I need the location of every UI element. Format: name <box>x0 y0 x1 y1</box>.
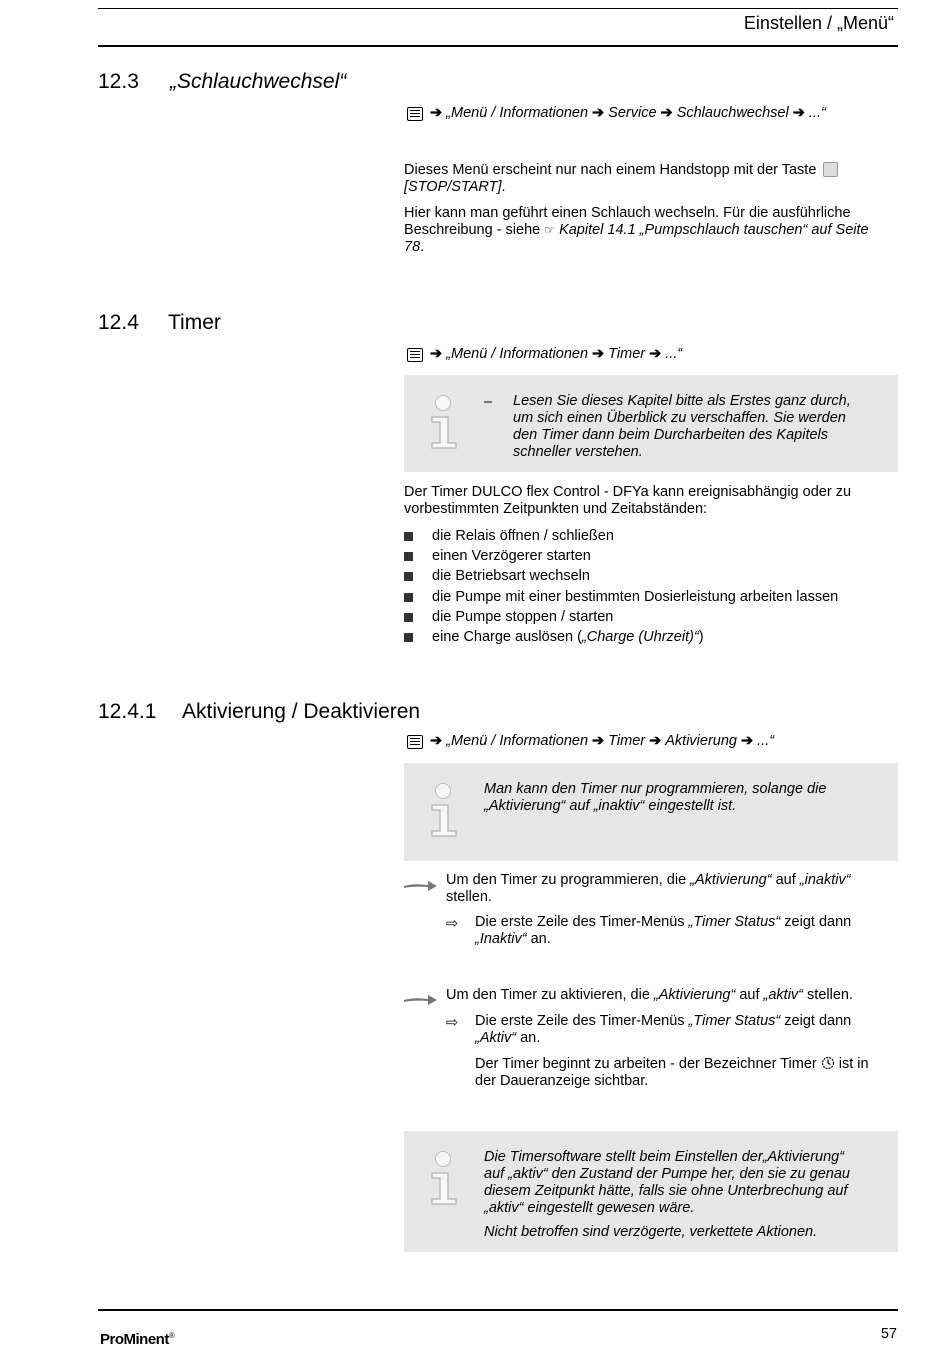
arrow-right-icon: ➔ <box>430 733 443 749</box>
path-segment: „Menü / Informationen <box>446 346 589 362</box>
header-top-rule <box>98 8 898 9</box>
result-deactivate <box>475 914 880 948</box>
section-12-4-1-number: 12.4.1 <box>98 700 157 723</box>
info-note-programming <box>404 763 898 861</box>
text: stellen. <box>446 889 492 905</box>
menu-icon <box>407 735 423 749</box>
list-item <box>404 567 884 587</box>
note-text: Die Timersoftware stellt beim Einstellen der„Aktivierung“ auf „aktiv“ den Zustand der Pumpe her, den sie zu genau diesem Zeitpunkt hätte, falls sie ohne Unterbrechung auf „aktiv“ eingestellt gewesen wäre. <box>484 1149 850 1216</box>
text: an. <box>526 931 551 947</box>
info-note-timer <box>404 375 898 472</box>
text: ist in der Daueranzeige sichtbar. <box>475 1056 869 1089</box>
reference-hand-icon: ☞ <box>544 223 556 237</box>
path-segment: ...“ <box>808 105 826 121</box>
bullet-square-icon <box>404 613 413 622</box>
bullet-square-icon <box>404 593 413 602</box>
info-icon <box>428 1151 462 1205</box>
section-12-4-1-title: Aktivierung / Deaktivieren <box>182 700 421 723</box>
text: Um den Timer zu aktivieren, die <box>446 987 654 1003</box>
section-12-4-title: Timer <box>168 311 221 334</box>
charge-link[interactable]: „Charge (Uhrzeit)“ <box>581 629 699 646</box>
note-text: Man kann den Timer nur programmieren, solange die „Aktivierung“ auf „inaktiv“ eingestellt ist. <box>484 781 827 814</box>
header-rule <box>98 45 898 47</box>
section-12-4-number: 12.4 <box>98 311 139 334</box>
text: „inaktiv“ <box>799 872 851 888</box>
text: an. <box>516 1030 541 1046</box>
list-item-text <box>432 629 704 646</box>
arrow-right-icon: ➔ <box>592 733 605 749</box>
stop-start-key-label: [STOP/START] <box>404 179 502 195</box>
text: auf <box>735 987 764 1003</box>
chapter-link[interactable]: Kapitel 14.1 „Pumpschlauch tauschen“ auf Seite 78 <box>404 222 869 255</box>
info-icon <box>428 783 462 837</box>
text: stellen. <box>803 987 853 1003</box>
path-segment: Timer <box>608 733 646 749</box>
menu-path-12-4-1 <box>407 733 774 750</box>
para-text: Hier kann man geführt einen Schlauch wechseln. Für die ausführliche Beschreibung - siehe <box>404 205 851 238</box>
text: Die erste Zeile des Timer-Menüs <box>475 914 689 930</box>
text: Um den Timer zu programmieren, die <box>446 872 691 888</box>
menu-icon <box>407 348 423 362</box>
stop-start-key-icon <box>823 162 838 177</box>
page-number: 57 <box>880 1326 897 1342</box>
list-item-text: die Pumpe stoppen / starten <box>432 608 614 625</box>
arrow-right-icon: ➔ <box>592 346 605 362</box>
list-item <box>404 587 884 607</box>
footer-rule <box>98 1309 898 1311</box>
paragraph-handstopp <box>404 162 874 196</box>
text: „Aktivierung“ <box>653 987 736 1003</box>
text: zeigt dann <box>780 914 852 930</box>
section-12-3-title: „Schlauchwechsel“ <box>170 70 347 93</box>
bullet-square-icon <box>404 572 413 581</box>
prominent-logo <box>100 1327 174 1348</box>
logo-mark: ® <box>168 1331 175 1340</box>
text: „aktiv“ <box>763 987 804 1003</box>
header-title: Einstellen / „Menü“ <box>743 13 894 33</box>
result-arrow-icon: ⇨ <box>446 1015 459 1031</box>
para-text: Dieses Menü erscheint nur nach einem Handstopp mit der Taste <box>404 162 817 178</box>
timer-capability-list <box>404 526 884 648</box>
logo-text: ProMinent <box>100 1331 169 1348</box>
arrow-right-icon: ➔ <box>792 105 805 121</box>
list-item-text: die Relais öffnen / schließen <box>432 527 614 544</box>
result-activate <box>475 1013 880 1047</box>
para-text: . <box>420 239 425 255</box>
text: „Timer Status“ <box>688 1013 781 1029</box>
text: ) <box>698 629 704 646</box>
arrow-right-icon: ➔ <box>592 105 605 121</box>
text: eine Charge auslösen ( <box>432 629 582 646</box>
path-segment: Service <box>608 105 657 121</box>
path-segment: Aktivierung <box>665 733 737 749</box>
note-text: Nicht betroffen sind verzögerte, verkettete Aktionen. <box>484 1224 818 1240</box>
text: „Timer Status“ <box>688 914 781 930</box>
step-deactivate <box>446 872 886 906</box>
text: zeigt dann <box>780 1013 852 1029</box>
text: auf <box>771 872 800 888</box>
text: „Aktiv“ <box>475 1030 517 1046</box>
para-text: . <box>501 179 506 195</box>
arrow-right-icon: ➔ <box>741 733 754 749</box>
path-segment: „Menü / Informationen <box>446 105 589 121</box>
path-segment: Schlauchwechsel <box>676 105 789 121</box>
paragraph-schlauch <box>404 205 874 256</box>
step-arrow-icon <box>404 994 438 1006</box>
path-segment: „Menü / Informationen <box>446 733 589 749</box>
bullet-square-icon <box>404 532 413 541</box>
arrow-right-icon: ➔ <box>649 733 662 749</box>
info-icon <box>428 395 462 449</box>
list-item <box>404 546 884 566</box>
timer-intro: Der Timer DULCO flex Control - DFYa kann ereignisabhängig oder zu vorbestimmten Zeitpunkten und Zeitabständen: <box>404 484 852 517</box>
bullet-square-icon <box>404 633 413 642</box>
note-text: Lesen Sie dieses Kapitel bitte als Erstes ganz durch, um sich einen Überblick zu verschaffen. Sie werden den Timer dann beim Durcharbeiten des Kapitels schneller verstehen. <box>513 393 851 460</box>
arrow-right-icon: ➔ <box>660 105 673 121</box>
text: „Inaktiv“ <box>475 931 527 947</box>
text: Der Timer beginnt zu arbeiten - der Bezeichner Timer <box>475 1056 817 1072</box>
step-arrow-icon <box>404 880 438 892</box>
list-item-text: einen Verzögerer starten <box>432 547 591 564</box>
list-item <box>404 607 884 627</box>
info-note-software <box>404 1131 898 1252</box>
arrow-right-icon: ➔ <box>430 346 443 362</box>
result-arrow-icon: ⇨ <box>446 916 459 932</box>
list-item <box>404 627 884 647</box>
text: Die erste Zeile des Timer-Menüs <box>475 1013 689 1029</box>
note-dash: – <box>484 394 493 410</box>
list-item-text: die Betriebsart wechseln <box>432 568 590 585</box>
list-item <box>404 526 884 546</box>
timer-clock-icon <box>821 1056 835 1070</box>
menu-icon <box>407 107 423 121</box>
step-activate <box>446 987 896 1004</box>
result-activate-more <box>475 1056 885 1090</box>
section-12-3-number: 12.3 <box>98 70 139 93</box>
arrow-right-icon: ➔ <box>649 346 662 362</box>
menu-path-12-4 <box>407 346 682 363</box>
menu-path-12-3 <box>407 105 826 122</box>
arrow-right-icon: ➔ <box>430 105 443 121</box>
bullet-square-icon <box>404 552 413 561</box>
path-segment: ...“ <box>665 346 683 362</box>
path-segment: ...“ <box>757 733 775 749</box>
path-segment: Timer <box>608 346 646 362</box>
text: „Aktivierung“ <box>690 872 772 888</box>
list-item-text: die Pumpe mit einer bestimmten Dosierleistung arbeiten lassen <box>432 588 839 605</box>
